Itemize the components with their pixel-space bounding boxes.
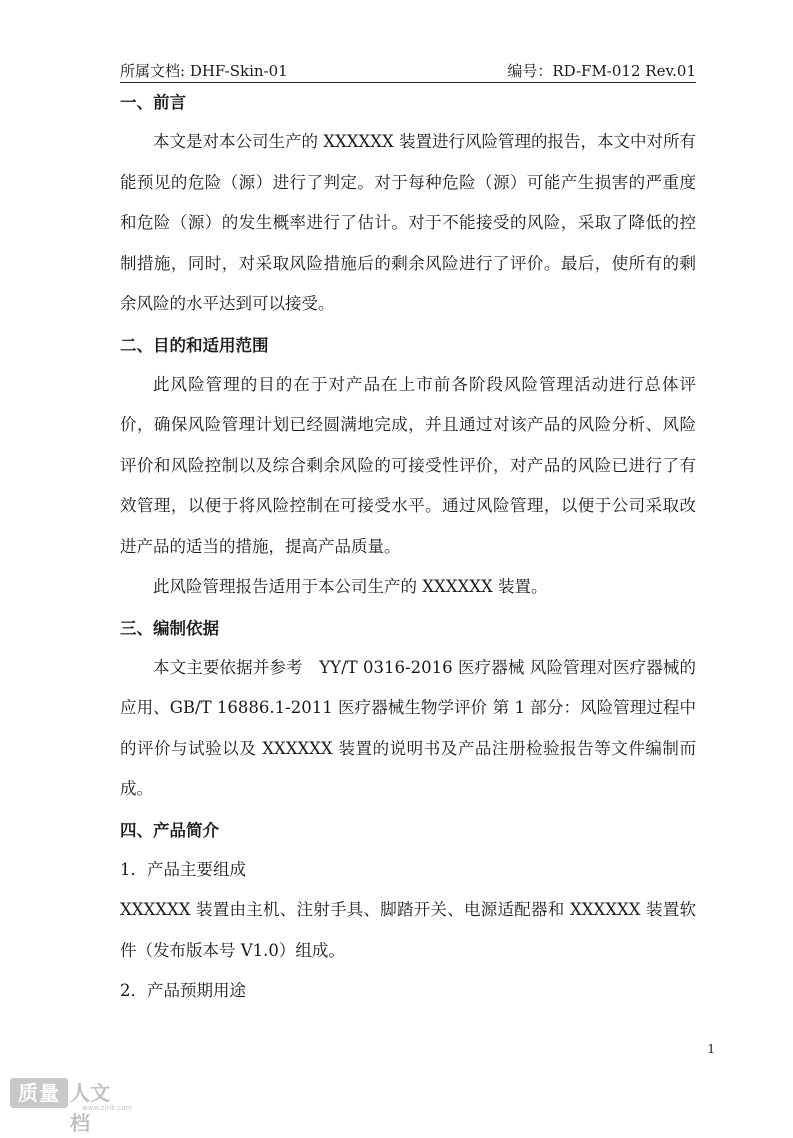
header-document-ref: 所属文档: DHF-Skin-01 [120, 62, 288, 80]
basis-paragraph: 本文主要依据并参考 YY/T 0316-2016 医疗器械 风险管理对医疗器械的应用、GB/T 16886.1-2011 医疗器械生物学评价 第 1 部分：风险管理过程中的评价与试验以及 XXXXXX 装置的说明书及产品注册检验报告等文件编制而成。 [120, 657, 696, 798]
watermark-logo [10, 1078, 133, 1135]
scope-paragraph: 此风险管理报告适用于本公司生产的 XXXXXX 装置。 [153, 577, 548, 596]
page-header [120, 58, 696, 83]
purpose-paragraph: 此风险管理的目的在于对产品在上市前各阶段风险管理活动进行总体评价，确保风险管理计划已经圆满地完成，并且通过对该产品的风险分析、风险评价和风险控制以及综合剩余风险的可接受性评价，对产品的风险已进行了有效管理，以便于将风险控制在可接受水平。通过风险管理，以便于公司采取改进产品的适当的措施，提高产品质量。 [120, 374, 696, 556]
watermark-badge: 质量 [10, 1078, 68, 1108]
document-body [120, 84, 696, 1012]
watermark-url: www.zlrlk.com [82, 1104, 133, 1112]
page-number: 1 [707, 1042, 715, 1056]
section-heading-purpose-scope: 二、目的和适用范围 [120, 335, 269, 355]
product-intended-use-title: 2．产品预期用途 [120, 981, 246, 1000]
header-document-number: 编号：RD-FM-012 Rev.01 [507, 62, 696, 80]
watermark-text: 人文档 [70, 1081, 110, 1135]
preface-paragraph: 本文是对本公司生产的 XXXXXX 装置进行风险管理的报告，本文中对所有能预见的危险（源）进行了判定。对于每种危险（源）可能产生损害的严重度和危险（源）的发生概率进行了估计。对于不能接受的风险，采取了降低的控制措施，同时，对采取风险措施后的剩余风险进行了评价。最后，使所有的剩余风险的水平达到可以接受。 [120, 132, 696, 313]
section-heading-preface: 一、前言 [120, 93, 186, 112]
section-heading-basis: 三、编制依据 [120, 618, 219, 638]
product-composition-title: 1．产品主要组成 [120, 859, 246, 879]
section-heading-product-intro: 四、产品简介 [120, 820, 219, 840]
product-composition-text: XXXXXX 装置由主机、注射手具、脚踏开关、电源适配器和 XXXXXX 装置软件（发布版本号 V1.0）组成。 [120, 900, 696, 960]
